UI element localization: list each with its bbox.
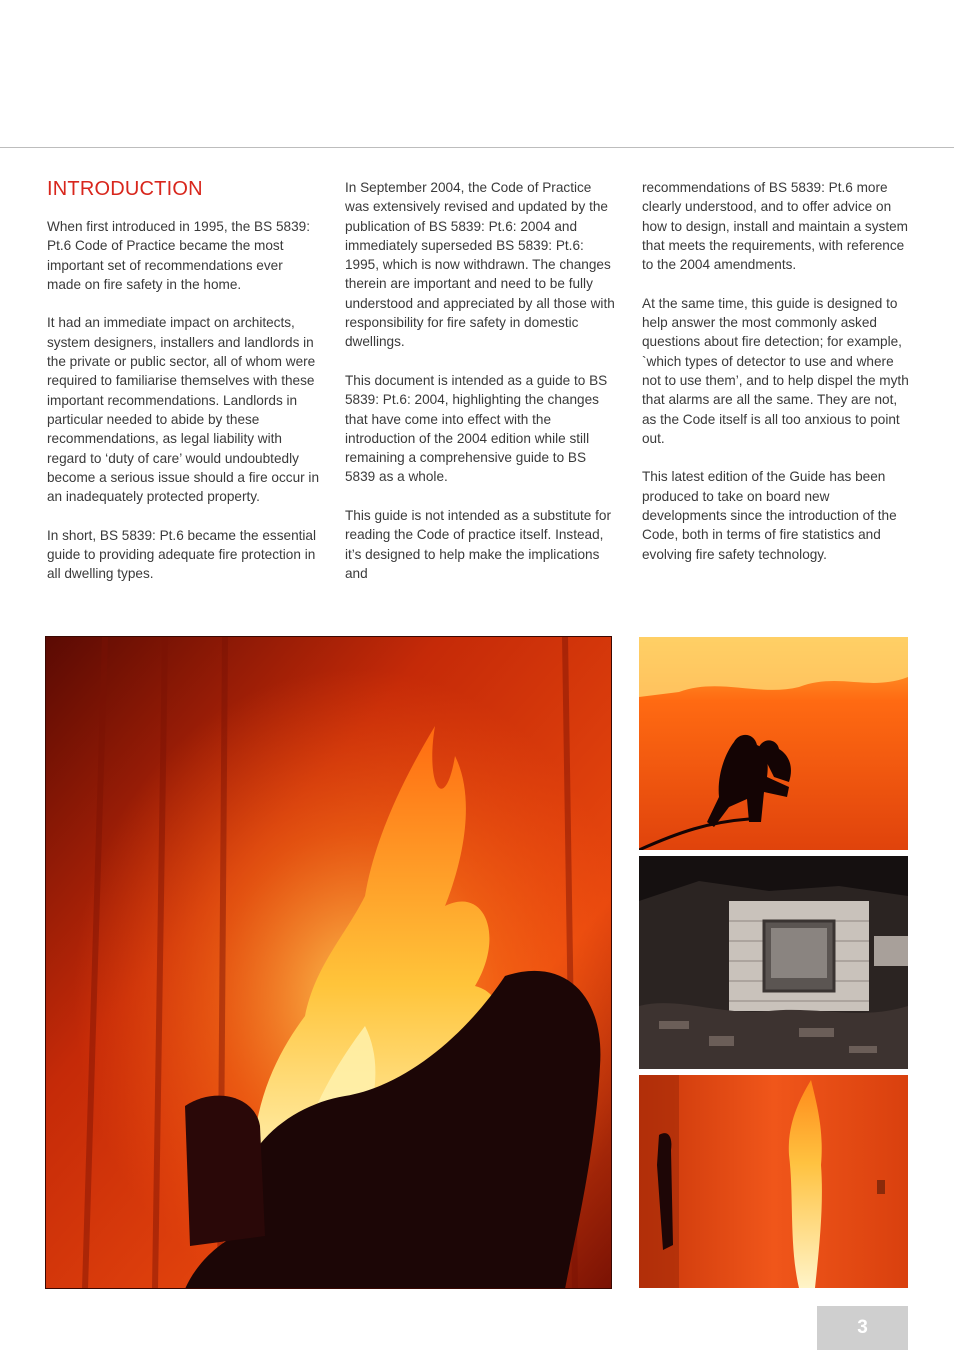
burning-armchair-photo	[45, 636, 612, 1289]
header-rule	[0, 147, 954, 148]
paragraph: This guide is not intended as a substitute for reading the Code of practice itself. Instead, it’s designed to help make the implications and	[345, 508, 611, 581]
paragraph: It had an immediate impact on architects, system designers, installers and landlords in the private or public sector, all of whom were required to familiarise themselves with these important recommendations. Landlords in particular needed to abide by these recommendations, as legal liability with regard to ‘duty of care’ would undoubtedly become a serious issue should a fire occur in an inadequately protected property.	[47, 315, 320, 505]
paragraph: At the same time, this guide is designed to help answer the most commonly asked questions about fire detection; for example, `which types of detector to use and where not to use them’, and to help dispel the myth that alarms are all the same. They are not, as the Code itself is all too anxious to point out.	[642, 295, 909, 446]
paragraph: In short, BS 5839: Pt.6 became the essential guide to providing adequate fire protection in all dwelling types.	[47, 527, 317, 582]
paragraph: When first introduced in 1995, the BS 5839: Pt.6 Code of Practice became the most important set of recommendations ever made on fire safety in the home.	[47, 219, 310, 292]
paragraph: This document is intended as a guide to BS 5839: Pt.6: 2004, highlighting the changes that have come into effect with the introduction of the 2004 edition while still remaining a comprehensive guide to BS 5839 as a whole.	[345, 372, 608, 485]
section-heading: INTRODUCTION	[47, 178, 203, 200]
text-column-1	[47, 178, 319, 603]
text-column-3	[642, 178, 912, 583]
page-number: 3	[817, 1306, 908, 1350]
burnt-fireplace-photo	[639, 856, 908, 1069]
text-column-2	[345, 178, 615, 603]
paragraph: This latest edition of the Guide has been produced to take on board new developments since the introduction of the Code, both in terms of fire statistics and evolving fire safety technology.	[642, 469, 897, 562]
paragraph: In September 2004, the Code of Practice was extensively revised and updated by the publication of BS 5839: Pt.6: 2004 and immediately superseded BS 5839: Pt.6: 1995, which is now withdrawn. The changes therein are important and need to be fully understood and appreciated by all those with responsibility for fire safety in domestic dwellings.	[345, 180, 615, 350]
paragraph: recommendations of BS 5839: Pt.6 more clearly understood, and to offer advice on how to design, install and maintain a system that meets the requirements, with reference to the 2004 amendments.	[642, 180, 908, 273]
wall-flame-photo	[639, 1075, 908, 1288]
firefighter-silhouette-photo	[639, 637, 908, 850]
